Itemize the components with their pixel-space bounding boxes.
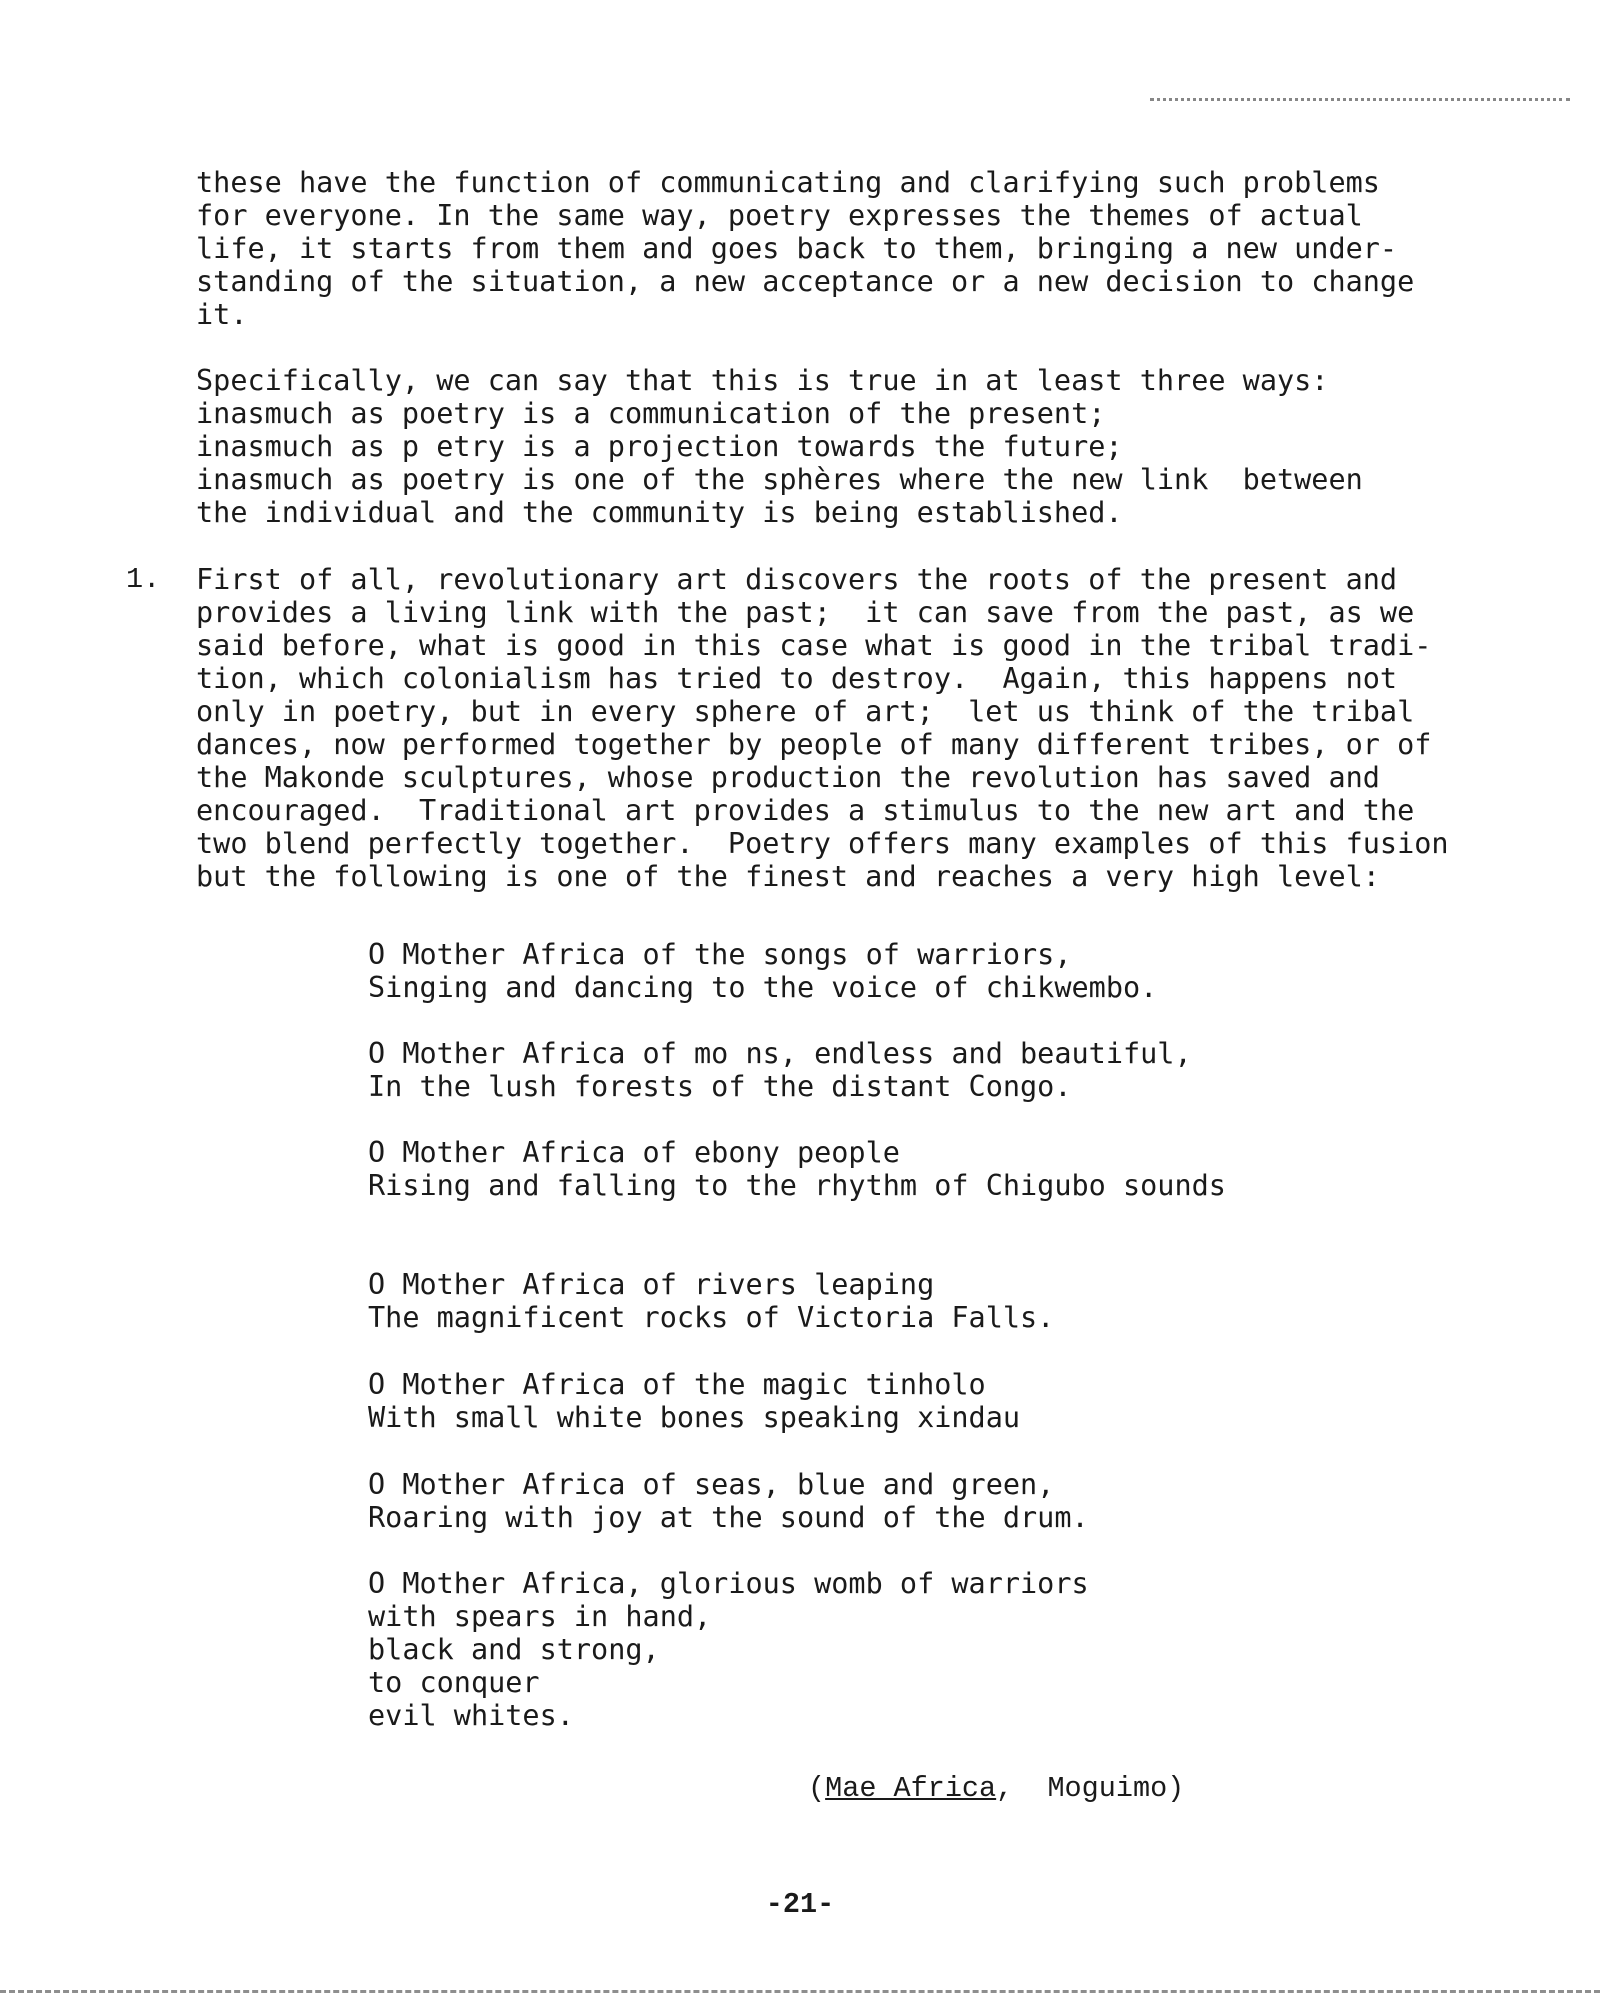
poem-stanza-1: O Mother Africa of the songs of warriors, Singing and dancing to the voice of chikwembo. [368, 938, 1158, 1004]
point-number: 1. [126, 563, 161, 596]
poem-stanza-2: O Mother Africa of mo ns, endless and beautiful, In the lush forests of the distant Congo. [368, 1037, 1192, 1103]
poem-stanza-5: O Mother Africa of the magic tinholo With small white bones speaking xindau [368, 1368, 1021, 1434]
point-1-paragraph: First of all, revolutionary art discovers the roots of the present and provides a living link with the past; it can save from the past, as we said before, what is good in this case what is good in the tribal tradi- tion, which colonialism has tried to destroy. Again, this happens not only in poetry, but in every sphere of art; let us think of the tribal dances, now performed together by people of many different tribes, or of the Makonde sculptures, whose production the revolution has saved and encouraged. Traditional art provides a stimulus to the new art and the two blend perfectly together. Poetry offers many examples of this fusion but the following is one of the finest and reaches a very high level: [196, 563, 1449, 893]
scan-artifact-marks [1150, 98, 1570, 107]
poem-stanza-6: O Mother Africa of seas, blue and green, Roaring with joy at the sound of the drum. [368, 1468, 1089, 1534]
scan-bottom-edge [0, 1990, 1600, 1997]
poem-stanza-7: O Mother Africa, glorious womb of warriors with spears in hand, black and strong, to conquer evil whites. [368, 1567, 1089, 1732]
paragraph-1: these have the function of communicating and clarifying such problems for everyone. In the same way, poetry expresses the themes of actual life, it starts from them and goes back to them, bringing a new under- standing of the situation, a new acceptance or a new decision to change it. [196, 166, 1415, 331]
poem-attribution [808, 1772, 1184, 1805]
page-number: -21- [765, 1888, 835, 1921]
attribution-title: Mae Africa [825, 1772, 997, 1805]
poem-stanza-4: O Mother Africa of rivers leaping The magnificent rocks of Victoria Falls. [368, 1268, 1055, 1334]
attribution-author: , Moguimo) [996, 1772, 1185, 1805]
poem-stanza-3: O Mother Africa of ebony people Rising and falling to the rhythm of Chigubo sounds [368, 1136, 1226, 1202]
paragraph-2: Specifically, we can say that this is true in at least three ways: inasmuch as poetry is a communication of the present; inasmuch as p etry is a projection towards the future; inasmuch as poetry is one of the sphères where the new link between the individual and the community is being established. [196, 364, 1363, 529]
attribution-open: ( [808, 1772, 826, 1805]
